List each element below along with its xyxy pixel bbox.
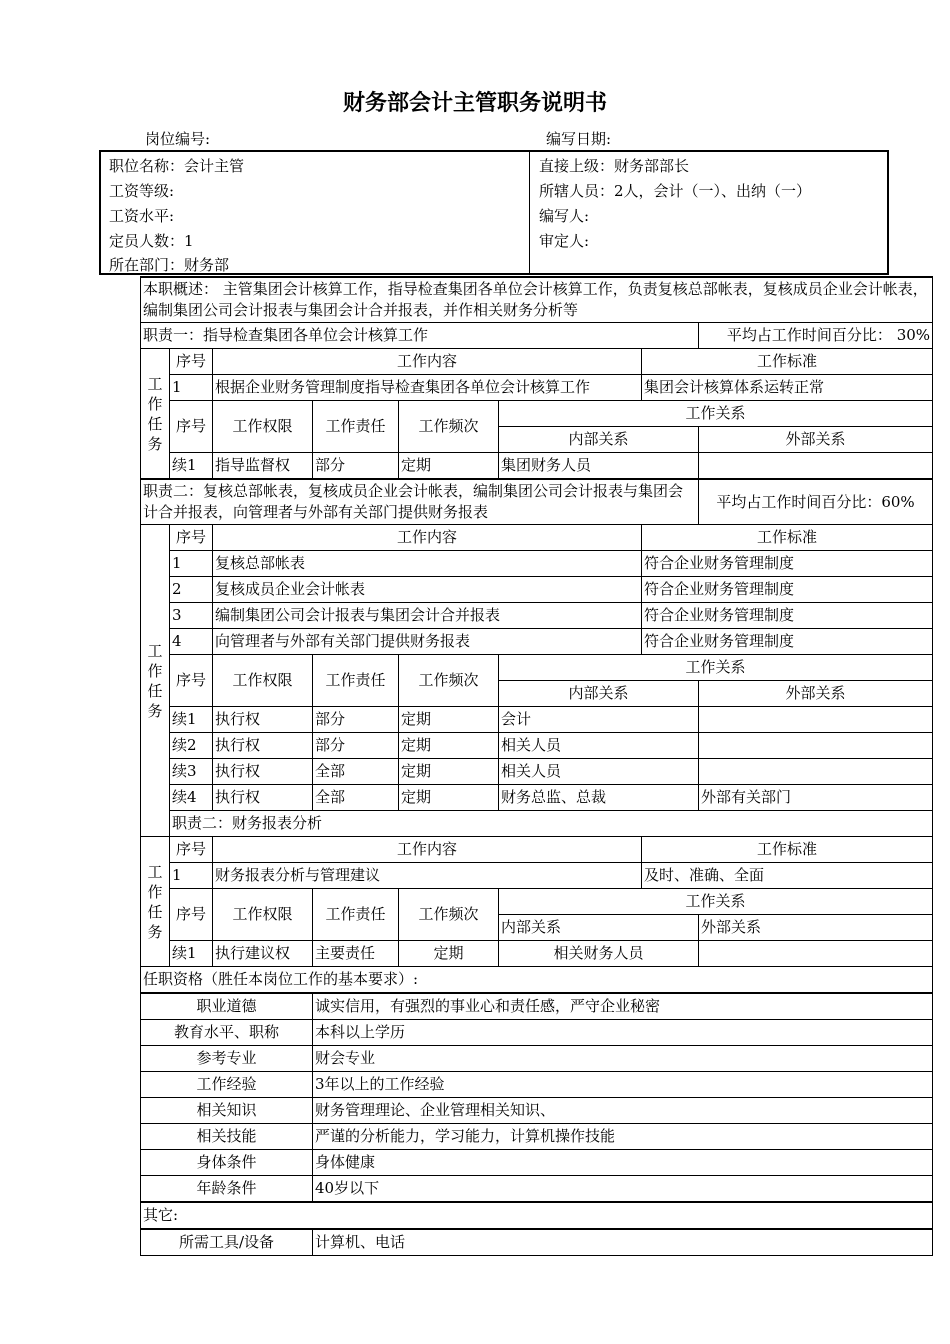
rel-responsibility: 部分 [313, 707, 399, 733]
relations-header: 工作关系 [499, 889, 933, 915]
rel-frequency: 定期 [399, 759, 499, 785]
write-date-label: 编写日期: [546, 130, 612, 148]
standard-header: 工作标准 [642, 349, 933, 375]
rel-internal: 相关人员 [499, 733, 699, 759]
task-content: 复核总部帐表 [213, 551, 642, 577]
relations-header: 工作关系 [499, 401, 933, 427]
rel-authority: 指导监督权 [213, 453, 313, 480]
task-side-label: 工作任务 [141, 837, 170, 967]
page-title: 财务部会计主管职务说明书 [342, 91, 607, 116]
rel-seq: 续1 [170, 453, 213, 480]
rel-external: 外部有关部门 [699, 785, 933, 811]
table-row [141, 1098, 933, 1124]
task-standard: 符合企业财务管理制度 [642, 577, 933, 603]
rel-frequency: 定期 [399, 707, 499, 733]
rel-external [699, 453, 933, 480]
task-seq: 1 [170, 551, 213, 577]
rel-responsibility: 全部 [313, 785, 399, 811]
author: 编写人: [539, 207, 590, 225]
seq-header: 序号 [170, 837, 213, 863]
qual-value: 财会专业 [313, 1046, 933, 1072]
rel-internal: 财务总监、总裁 [499, 785, 699, 811]
task-standard: 及时、准确、全面 [642, 863, 933, 889]
rel-external [699, 941, 933, 967]
seq-header: 序号 [170, 889, 213, 941]
table-row [141, 551, 933, 577]
duty1-pct: 平均占工作时间百分比： 30% [699, 323, 933, 349]
responsibility-header: 工作责任 [313, 401, 399, 453]
task-content: 复核成员企业会计帐表 [213, 577, 642, 603]
qual-value: 诚实信用，有强烈的事业心和责任感，严守企业秘密 [313, 993, 933, 1020]
responsibility-header: 工作责任 [313, 889, 399, 941]
rel-frequency: 定期 [399, 785, 499, 811]
rel-seq: 续1 [170, 941, 213, 967]
table-row [141, 603, 933, 629]
rel-seq: 续1 [170, 707, 213, 733]
content-header: 工作内容 [213, 837, 642, 863]
content-header: 工作内容 [213, 349, 642, 375]
qual-label: 年龄条件 [141, 1176, 313, 1203]
table-row [141, 707, 933, 733]
rel-external [699, 759, 933, 785]
task-content: 编制集团公司会计报表与集团会计合并报表 [213, 603, 642, 629]
qual-label: 教育水平、职称 [141, 1020, 313, 1046]
task-seq: 1 [170, 863, 213, 889]
table-row [141, 1150, 933, 1176]
qualifications-title: 任职资格（胜任本岗位工作的基本要求）: [141, 967, 933, 994]
qual-value: 身体健康 [313, 1150, 933, 1176]
frequency-header: 工作频次 [399, 401, 499, 453]
qual-label: 相关知识 [141, 1098, 313, 1124]
rel-internal: 相关人员 [499, 759, 699, 785]
authority-header: 工作权限 [213, 889, 313, 941]
seq-header: 序号 [170, 655, 213, 707]
tools-label: 所需工具/设备 [141, 1229, 313, 1256]
qual-label: 身体条件 [141, 1150, 313, 1176]
table-row [141, 1046, 933, 1072]
rel-external [699, 733, 933, 759]
qual-label: 参考专业 [141, 1046, 313, 1072]
rel-authority: 执行权 [213, 759, 313, 785]
rel-internal: 相关财务人员 [499, 941, 699, 967]
qual-value: 严谨的分析能力，学习能力，计算机操作技能 [313, 1124, 933, 1150]
rel-responsibility: 全部 [313, 759, 399, 785]
relations-header: 工作关系 [499, 655, 933, 681]
position-code-label: 岗位编号: [145, 130, 211, 148]
external-header: 外部关系 [699, 427, 933, 453]
task-standard: 集团会计核算体系运转正常 [642, 375, 933, 401]
headcount: 定员人数：1 [109, 232, 194, 250]
external-header: 外部关系 [699, 915, 933, 941]
table-row [141, 1124, 933, 1150]
salary-grade: 工资等级: [109, 182, 175, 200]
department: 所在部门：财务部 [109, 256, 230, 274]
rel-authority: 执行建议权 [213, 941, 313, 967]
duty2-title: 职责二：复核总部帐表，复核成员企业会计帐表，编制集团公司会计报表与集团会计合并报表，向管理者与外部有关部门提供财务报表 [141, 479, 699, 525]
rel-responsibility: 部分 [313, 733, 399, 759]
table-row [141, 1229, 933, 1256]
table-row [141, 733, 933, 759]
job-name: 职位名称：会计主管 [109, 157, 245, 175]
rel-internal: 集团财务人员 [499, 453, 699, 480]
tools-value: 计算机、电话 [313, 1229, 933, 1256]
rel-frequency: 定期 [399, 941, 499, 967]
task-seq: 4 [170, 629, 213, 655]
rel-internal: 会计 [499, 707, 699, 733]
task-seq: 2 [170, 577, 213, 603]
task-standard: 符合企业财务管理制度 [642, 603, 933, 629]
qual-value: 3年以上的工作经验 [313, 1072, 933, 1098]
rel-seq: 续2 [170, 733, 213, 759]
table-row [141, 785, 933, 811]
qual-label: 相关技能 [141, 1124, 313, 1150]
rel-external [699, 707, 933, 733]
table-row [141, 1176, 933, 1203]
table-row [141, 759, 933, 785]
duty1-title: 职责一：指导检查集团各单位会计核算工作 [141, 323, 699, 349]
task-side-label: 工作任务 [141, 349, 170, 480]
task-side-label: 工作任务 [141, 525, 170, 837]
seq-header: 序号 [170, 401, 213, 453]
duty3-title: 职责二：财务报表分析 [170, 811, 933, 837]
rel-responsibility: 部分 [313, 453, 399, 480]
content-header: 工作内容 [213, 525, 642, 551]
table-row [141, 629, 933, 655]
salary-level: 工资水平: [109, 207, 175, 225]
authority-header: 工作权限 [213, 655, 313, 707]
other-label: 其它: [141, 1202, 933, 1229]
direct-superior: 直接上级：财务部部长 [539, 157, 690, 175]
subordinates: 所辖人员：2人，会计（一）、出纳（一） [539, 182, 812, 200]
rel-frequency: 定期 [399, 733, 499, 759]
table-row [141, 577, 933, 603]
task-content: 根据企业财务管理制度指导检查集团各单位会计核算工作 [213, 375, 642, 401]
rel-authority: 执行权 [213, 785, 313, 811]
job-summary: 本职概述： 主管集团会计核算工作，指导检查集团各单位会计核算工作，负责复核总部帐表，复核成员企业会计帐表，编制集团公司会计报表与集团会计合并报表，并作相关财务分析等 [141, 277, 933, 323]
task-content: 向管理者与外部有关部门提供财务报表 [213, 629, 642, 655]
rel-authority: 执行权 [213, 707, 313, 733]
duty2-pct: 平均占工作时间百分比：60% [699, 479, 933, 525]
table-row [141, 863, 933, 889]
basic-info-box [99, 150, 889, 275]
table-row [141, 1072, 933, 1098]
qual-label: 工作经验 [141, 1072, 313, 1098]
table-row [141, 941, 933, 967]
table-row [141, 453, 933, 480]
qual-value: 财务管理理论、企业管理相关知识、 [313, 1098, 933, 1124]
rel-frequency: 定期 [399, 453, 499, 480]
frequency-header: 工作频次 [399, 889, 499, 941]
qual-label: 职业道德 [141, 993, 313, 1020]
duties-table [140, 276, 933, 1256]
rel-seq: 续3 [170, 759, 213, 785]
task-standard: 符合企业财务管理制度 [642, 551, 933, 577]
task-seq: 3 [170, 603, 213, 629]
approver: 审定人: [539, 232, 590, 250]
task-content: 财务报表分析与管理建议 [213, 863, 642, 889]
seq-header: 序号 [170, 349, 213, 375]
task-seq: 1 [170, 375, 213, 401]
task-standard: 符合企业财务管理制度 [642, 629, 933, 655]
standard-header: 工作标准 [642, 525, 933, 551]
responsibility-header: 工作责任 [313, 655, 399, 707]
internal-header: 内部关系 [499, 681, 699, 707]
standard-header: 工作标准 [642, 837, 933, 863]
seq-header: 序号 [170, 525, 213, 551]
internal-header: 内部关系 [499, 915, 699, 941]
authority-header: 工作权限 [213, 401, 313, 453]
qual-value: 本科以上学历 [313, 1020, 933, 1046]
table-row [141, 375, 933, 401]
rel-authority: 执行权 [213, 733, 313, 759]
qual-value: 40岁以下 [313, 1176, 933, 1203]
rel-seq: 续4 [170, 785, 213, 811]
frequency-header: 工作频次 [399, 655, 499, 707]
table-row [141, 993, 933, 1020]
rel-responsibility: 主要责任 [313, 941, 399, 967]
table-row [141, 1020, 933, 1046]
external-header: 外部关系 [699, 681, 933, 707]
internal-header: 内部关系 [499, 427, 699, 453]
